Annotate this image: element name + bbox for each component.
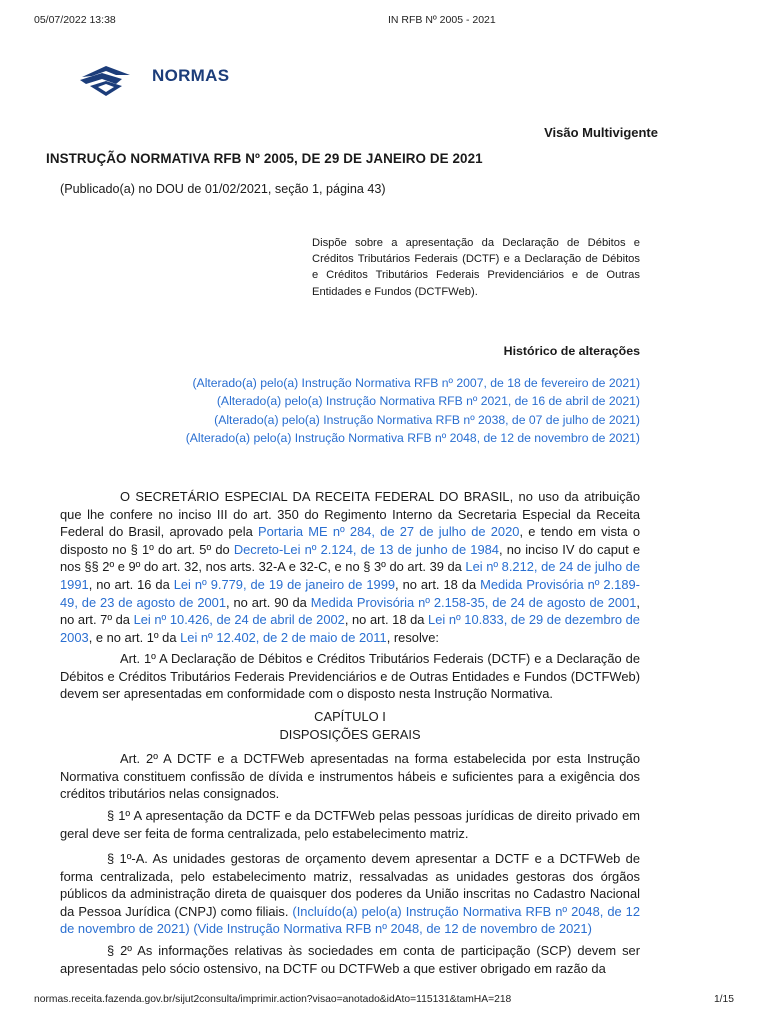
norm-link[interactable]: Lei nº 8.212, de 24 de julho de 1991 — [60, 559, 640, 592]
preambulo-text: , e no art. 1º da — [88, 629, 181, 645]
print-doc-ref: IN RFB Nº 2005 - 2021 — [388, 14, 496, 26]
historico-link[interactable]: (Alterado(a) pelo(a) Instrução Normativa RFB nº 2048, de 12 de novembro de 2021) — [185, 431, 640, 446]
vide-link[interactable]: (Vide Instrução Normativa RFB nº 2048, de 12 de novembro de 2021) — [193, 921, 592, 937]
norm-link[interactable]: Lei nº 12.402, de 2 de maio de 2011 — [180, 629, 387, 645]
art2: Art. 2º A DCTF e a DCTFWeb apresentadas na forma estabelecida por esta Instrução Normativa constituem confissão de dívida e instrumentos hábeis e suficientes para a exigência dos créditos tributários nelas consignados. — [60, 751, 640, 802]
art2-par2: § 2º As informações relativas às sociedades em conta de participação (SCP) devem ser apresentadas pelo sócio ostensivo, na DCTF ou DCTFWeb a que estiver obrigado em razão da — [60, 943, 640, 976]
preambulo-text: , no inciso IV do caput e nos §§ 2º e 9º do art. 32, nos arts. 32-A e 32-C, e no § 3º do art. 39 da — [60, 541, 640, 575]
visao-multivigente: Visão Multivigente — [544, 125, 658, 140]
historico-list — [186, 374, 640, 448]
brand-name: NORMAS — [152, 66, 230, 85]
normas-logo — [76, 62, 236, 98]
print-url: normas.receita.fazenda.gov.br/sijut2consulta/imprimir.action?visao=anotado&idAto=115131&tamHA=218 — [34, 994, 512, 1005]
preambulo — [60, 488, 640, 646]
historico-link[interactable]: (Alterado(a) pelo(a) Instrução Normativa RFB nº 2038, de 07 de julho de 2021) — [214, 412, 640, 427]
art2-par1a — [60, 850, 640, 938]
norm-link[interactable]: Lei nº 10.426, de 24 de abril de 2002 — [133, 612, 345, 628]
norm-link[interactable]: Lei nº 9.779, de 19 de janeiro de 1999 — [173, 576, 396, 592]
inclusion-link[interactable]: (Incluído(a) pelo(a) Instrução Normativa RFB nº 2048, de 12 de novembro de 2021) — [60, 903, 640, 937]
document-title: INSTRUÇÃO NORMATIVA RFB Nº 2005, DE 29 DE JANEIRO DE 2021 — [46, 151, 483, 166]
art1: Art. 1º A Declaração de Débitos e Créditos Tributários Federais (DCTF) e a Declaração de Débitos e Créditos Tributários Federais Previdenciários e de Outras Entidades e Fundos (DCTFWeb) devem ser apresentadas em conformidade com o disposto nesta Instrução Normativa. — [60, 651, 640, 702]
preambulo-text: O SECRETÁRIO ESPECIAL DA RECEITA FEDERAL DO BRASIL, no uso da atribuição que lhe confere no inciso III do art. 350 do Regimento Interno da Secretaria Especial da Receita Federal do Brasil, aprovado pela — [60, 489, 640, 540]
norm-link[interactable]: Decreto-Lei nº 2.124, de 13 de junho de 1984 — [233, 541, 499, 557]
par1a-text: § 1º-A. As unidades gestoras de orçamento devem apresentar a DCTF e a DCTFWeb de forma centralizada, pelo estabelecimento matriz, ressalvadas as unidades gestoras dos órgãos públicos da administração direta de quaisquer dos poderes da União inscritas no Cadastro Nacional da Pessoa Jurídica (CNPJ) como filiais. — [60, 851, 640, 919]
chapter-name: DISPOSIÇÕES GERAIS — [279, 726, 421, 742]
preambulo-text: , no art. 16 da — [88, 576, 174, 592]
norm-link[interactable]: Medida Provisória nº 2.158-35, de 24 de agosto de 2001 — [310, 594, 637, 610]
chapter-number: CAPÍTULO I — [314, 709, 386, 724]
historico-link[interactable]: (Alterado(a) pelo(a) Instrução Normativa RFB nº 2007, de 18 de fevereiro de 2021) — [192, 376, 640, 390]
historico-link[interactable]: (Alterado(a) pelo(a) Instrução Normativa RFB nº 2021, de 16 de abril de 2021) — [216, 394, 640, 409]
preambulo-text: , no art. 18 da — [395, 576, 481, 592]
norm-link[interactable]: Portaria ME nº 284, de 27 de julho de 2020 — [257, 524, 520, 540]
preambulo-text: , e tendo em vista o disposto no § 1º do art. 5º do — [60, 524, 641, 557]
preambulo-text: , no art. 7º da — [60, 594, 640, 628]
norm-link[interactable]: Medida Provisória nº 2.189-49, de 23 de agosto de 2001 — [60, 576, 640, 610]
ementa: Dispõe sobre a apresentação da Declaração de Débitos e Créditos Tributários Federais (DCTF) e a Declaração de Débitos e Créditos Tributários Federais Previdenciários e de Outras Entidades e Fundos (DCTFWeb). — [312, 237, 640, 298]
historico-heading: Histórico de alterações — [503, 344, 640, 358]
norm-link[interactable]: Lei nº 10.833, de 29 de dezembro de 2003 — [60, 612, 640, 645]
preambulo-text: , resolve: — [386, 629, 440, 645]
receita-federal-emblem-icon — [76, 62, 138, 98]
preambulo-text: , no art. 18 da — [344, 612, 429, 628]
chapter-heading — [60, 708, 640, 743]
preambulo-text: , no art. 90 da — [226, 594, 311, 610]
page-number: 1/15 — [713, 994, 734, 1005]
publication-info: (Publicado(a) no DOU de 01/02/2021, seção 1, página 43) — [60, 182, 386, 196]
art2-par1: § 1º A apresentação da DCTF e da DCTFWeb pelas pessoas jurídicas de direito privado em geral deve ser feita de forma centralizada, pelo estabelecimento matriz. — [60, 808, 640, 841]
print-datetime: 05/07/2022 13:38 — [34, 14, 116, 26]
